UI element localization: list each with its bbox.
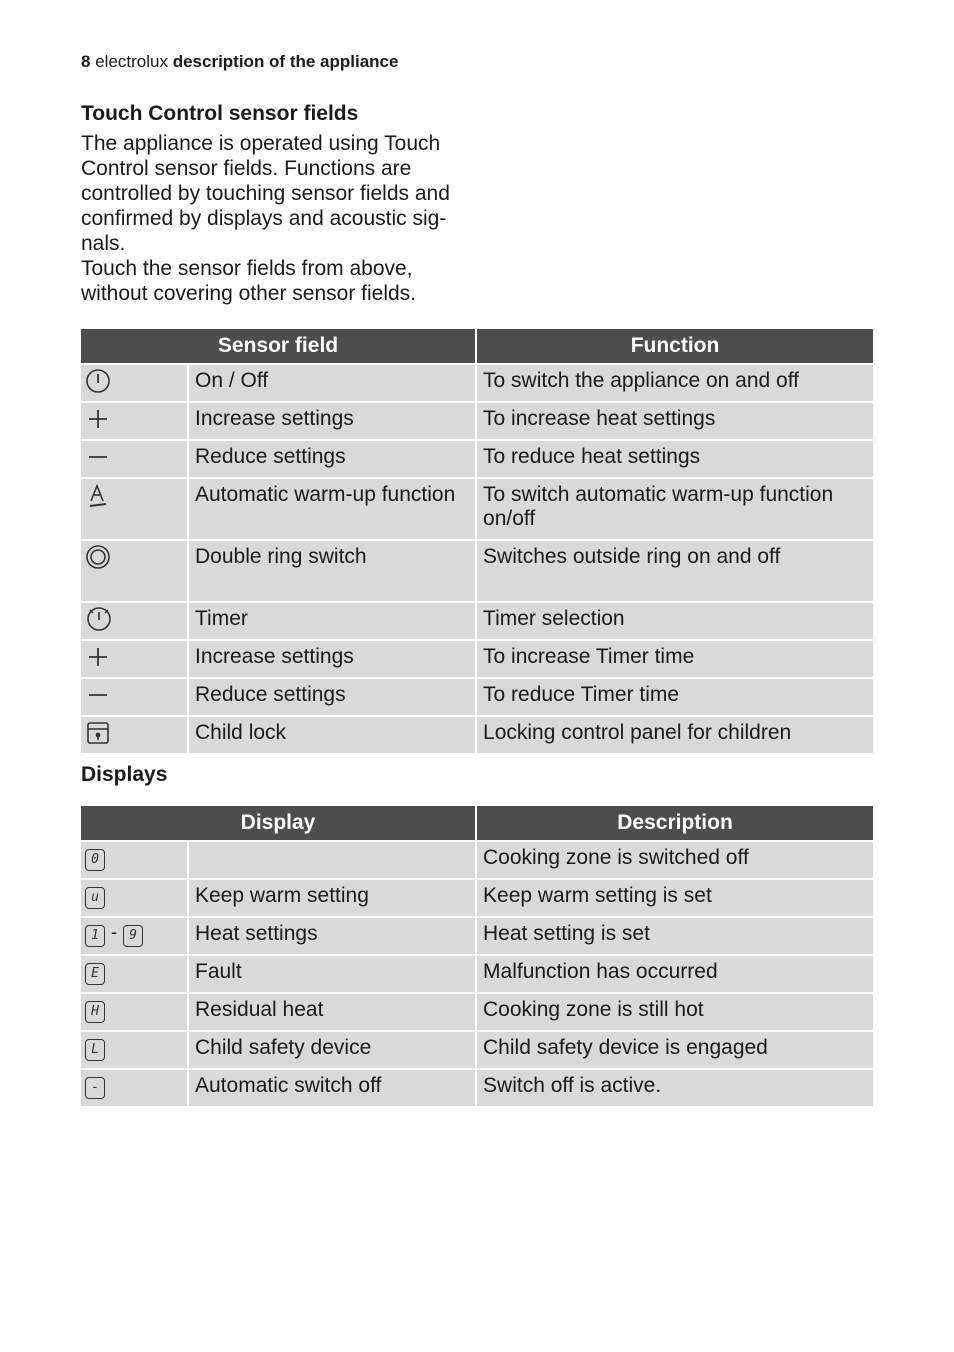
display-symbol-icon: H: [85, 1001, 105, 1023]
sensor-function: To reduce heat settings: [477, 441, 873, 477]
sensor-field-name: Automatic warm-up function: [189, 479, 475, 539]
table-row: [81, 1070, 873, 1106]
icon-cell: [81, 994, 187, 1030]
display-symbol-icon: u: [85, 887, 105, 909]
table-row: [81, 994, 873, 1030]
minus-icon: [85, 682, 111, 708]
table-row: [81, 842, 873, 878]
sensor-field-name: Reduce settings: [189, 441, 475, 477]
table-row: [81, 441, 873, 477]
intro-paragraph-1: The appliance is operated using Touch Control sensor fields. Functions are controlled by touching sensor fields and confirmed by displays and acoustic sig-nals.: [81, 132, 450, 255]
icon-cell: [81, 403, 187, 439]
display-symbol-icon: -: [85, 1077, 105, 1099]
double-ring-icon: [85, 544, 111, 570]
power-icon: [85, 368, 111, 394]
display-description: Malfunction has occurred: [477, 956, 873, 992]
display-symbol-icon: 9: [123, 925, 143, 947]
intro-text: [81, 131, 481, 306]
minus-icon: [85, 444, 111, 470]
icon-cell: [81, 842, 187, 878]
table-row: [81, 717, 873, 753]
display-symbol-icon: E: [85, 963, 105, 985]
display-description: Keep warm setting is set: [477, 880, 873, 916]
sensor-field-table: [79, 327, 875, 755]
table-row: [81, 603, 873, 639]
display-description: Cooking zone is still hot: [477, 994, 873, 1030]
icon-cell: [81, 956, 187, 992]
sensor-function: To switch the appliance on and off: [477, 365, 873, 401]
display-description: Heat setting is set: [477, 918, 873, 954]
icon-cell: [81, 918, 187, 954]
display-header: Display: [81, 806, 475, 840]
table-row: [81, 880, 873, 916]
display-symbol-icon: 0: [85, 849, 105, 871]
display-symbol-icon: 1: [85, 925, 105, 947]
sensor-field-name: Reduce settings: [189, 679, 475, 715]
table-row: [81, 365, 873, 401]
icon-cell: [81, 479, 187, 539]
plus-icon: [85, 644, 111, 670]
brand-name: electrolux: [95, 52, 168, 71]
touch-control-heading: Touch Control sensor fields: [81, 102, 359, 125]
timer-icon: [85, 606, 113, 632]
sensor-field-name: Child lock: [189, 717, 475, 753]
table-row: [81, 641, 873, 677]
icon-cell: [81, 880, 187, 916]
auto-warmup-icon: [85, 482, 111, 510]
sensor-function: To reduce Timer time: [477, 679, 873, 715]
display-description: Child safety device is engaged: [477, 1032, 873, 1068]
table-header-row: [81, 329, 873, 363]
plus-icon: [85, 406, 111, 432]
icon-cell: [81, 717, 187, 753]
displays-heading: Displays: [81, 763, 168, 786]
icon-cell: [81, 441, 187, 477]
table-row: [81, 479, 873, 539]
intro-paragraph-2: Touch the sensor fields from above, without covering other sensor fields.: [81, 257, 417, 305]
display-description: Switch off is active.: [477, 1070, 873, 1106]
table-header-row: [81, 806, 873, 840]
icon-cell: [81, 1032, 187, 1068]
sensor-field-name: Increase settings: [189, 403, 475, 439]
icon-cell: [81, 603, 187, 639]
display-name: Heat settings: [189, 918, 475, 954]
icon-cell: [81, 541, 187, 601]
table-row: [81, 956, 873, 992]
page-number: 8: [81, 52, 91, 71]
displays-table: [79, 804, 875, 1108]
table-row: [81, 918, 873, 954]
sensor-function: To increase heat settings: [477, 403, 873, 439]
sensor-function: Timer selection: [477, 603, 873, 639]
sensor-field-name: Increase settings: [189, 641, 475, 677]
sensor-function: To switch automatic warm-up function on/off: [477, 479, 873, 539]
section-title: description of the appliance: [172, 52, 399, 71]
sensor-field-name: Timer: [189, 603, 475, 639]
sensor-function: Locking control panel for children: [477, 717, 873, 753]
sensor-field-header: Sensor field: [81, 329, 475, 363]
sensor-field-name: On / Off: [189, 365, 475, 401]
sensor-function: Switches outside ring on and off: [477, 541, 873, 601]
page-header: [81, 52, 398, 72]
table-row: [81, 1032, 873, 1068]
display-name: Automatic switch off: [189, 1070, 475, 1106]
display-name: Residual heat: [189, 994, 475, 1030]
display-name: Child safety device: [189, 1032, 475, 1068]
display-name: [189, 842, 475, 878]
table-row: [81, 403, 873, 439]
table-row: [81, 541, 873, 601]
display-name: Keep warm setting: [189, 880, 475, 916]
display-name: Fault: [189, 956, 475, 992]
sensor-function: To increase Timer time: [477, 641, 873, 677]
icon-cell: [81, 641, 187, 677]
sensor-field-name: Double ring switch: [189, 541, 475, 601]
display-symbol-icon: L: [85, 1039, 105, 1061]
icon-cell: [81, 1070, 187, 1106]
display-description: Cooking zone is switched off: [477, 842, 873, 878]
function-header: Function: [477, 329, 873, 363]
icon-cell: [81, 679, 187, 715]
range-separator: -: [111, 922, 117, 942]
icon-cell: [81, 365, 187, 401]
child-lock-icon: [85, 720, 111, 746]
table-row: [81, 679, 873, 715]
description-header: Description: [477, 806, 873, 840]
